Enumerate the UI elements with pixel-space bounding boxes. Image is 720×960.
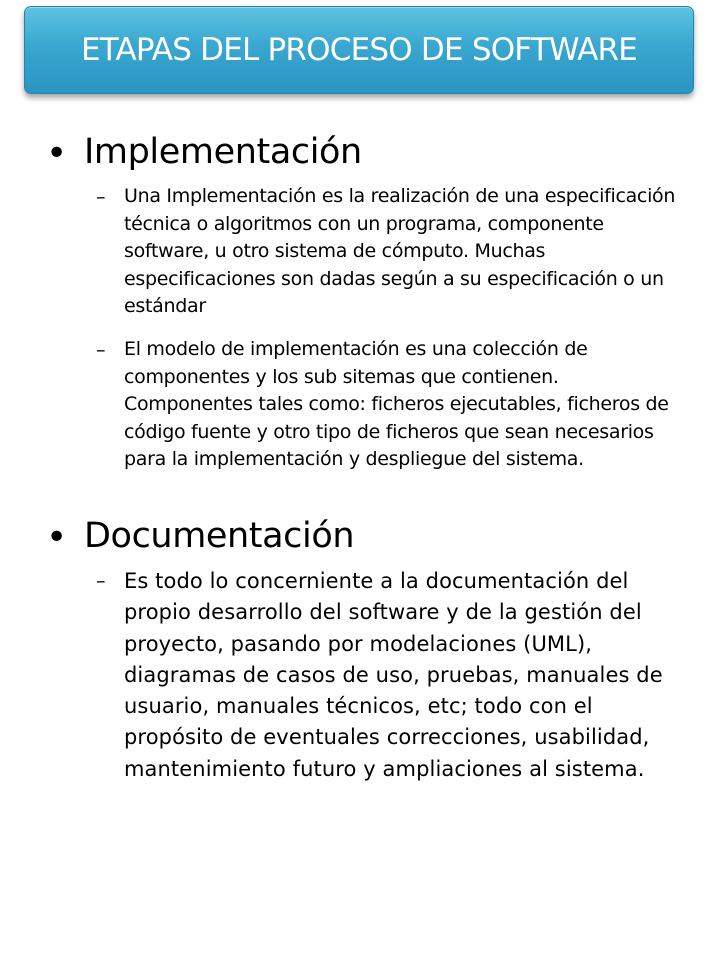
implementacion-paragraph-1: Una Implementación es la realización de una especificación técnica o algoritmos con un programa, componente software, u otro sistema de cómputo. Muchas especificaciones son dadas según a su especificación o un estándar [124, 185, 676, 317]
dash-icon: – [96, 186, 106, 208]
bullet-icon: • [46, 133, 68, 174]
title-banner [24, 6, 694, 94]
documentacion-paragraph-1: Es todo lo concerniente a la documentación del propio desarrollo del software y de la gestión del proyecto, pasando por modelaciones (UML), diagramas de casos de uso, pruebas, manuales de usuario, manuales técnicos, etc; todo con el propósito de eventuales correcciones, usabilidad, mantenimiento futuro y ampliaciones al sistema. [124, 569, 663, 781]
section-heading-implementacion: Implementación [84, 132, 362, 172]
dash-icon: – [96, 570, 106, 592]
section-heading-documentacion: Documentación [84, 516, 355, 556]
bullet-icon: • [46, 517, 68, 558]
dash-icon: – [96, 339, 106, 361]
slide-title: ETAPAS DEL PROCESO DE SOFTWARE [80, 32, 638, 68]
implementacion-paragraph-2: El modelo de implementación es una colección de componentes y los sub sitemas que contienen. Componentes tales como: ficheros ejecutables, ficheros de código fuente y otro tipo de ficheros que sean necesarios para la implementación y despliegue del sistema. [124, 338, 669, 470]
